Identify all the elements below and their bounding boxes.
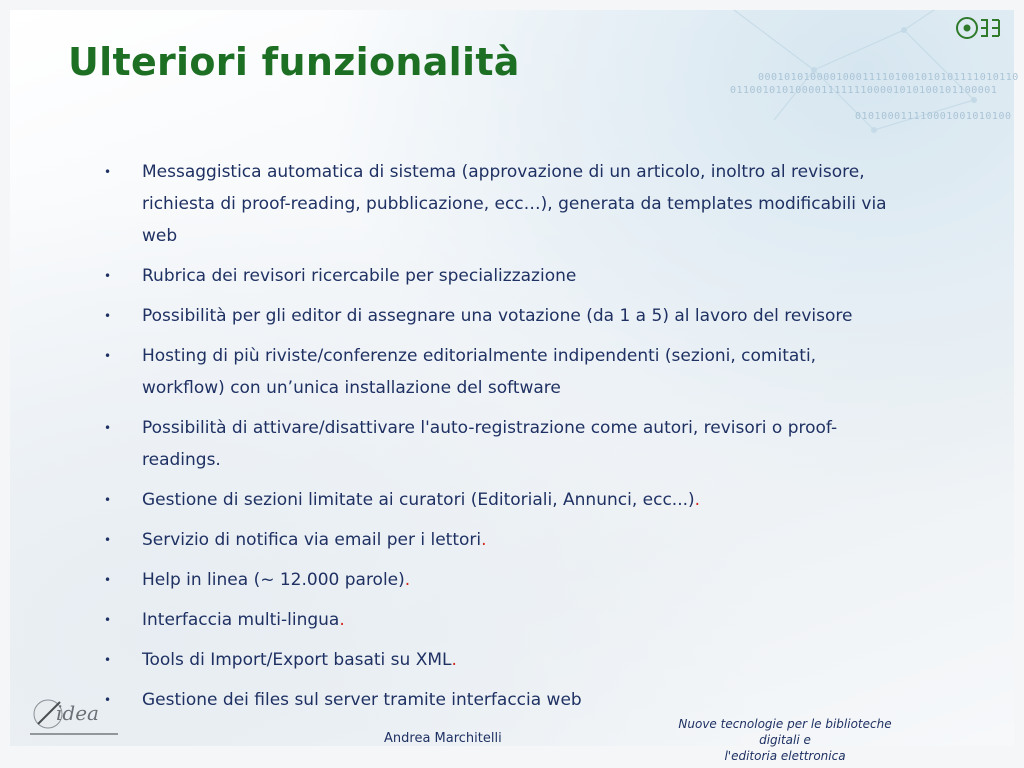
binary-decoration-3: 010100011110001001010100 <box>855 111 1012 122</box>
list-item-suffix: . <box>694 490 701 510</box>
list-item-suffix: . <box>404 570 411 590</box>
list-item-text: Rubrica dei revisori ricercabile per specializzazione <box>142 266 577 286</box>
list-item-text: Possibilità di attivare/disattivare l'auto-registrazione come autori, revisori o proof-readings. <box>142 418 838 470</box>
bullet-icon: • <box>104 573 112 587</box>
list-item <box>104 684 904 716</box>
binary-decoration-1: 0001010100001000111101001010101111010110 <box>758 72 1019 83</box>
footer-title-line-2: l'editoria elettronica <box>724 749 846 763</box>
bullet-icon: • <box>104 493 112 507</box>
list-item-text: Hosting di più riviste/conferenze editorialmente indipendenti (sezioni, comitati, workflow) con un’unica installazione del software <box>142 346 817 398</box>
list-item <box>104 604 904 636</box>
journal-logo-icon <box>956 14 1006 42</box>
list-item-text: Gestione di sezioni limitate ai curatori (Editoriali, Annunci, ecc...) <box>142 490 695 510</box>
list-item-text: Interfaccia multi-lingua <box>142 610 340 630</box>
list-item <box>104 524 904 556</box>
list-item <box>104 484 904 516</box>
binary-decoration-2: 01100101010000111111100001010100101100001 <box>730 85 998 96</box>
list-item <box>104 260 904 292</box>
list-item-text: Possibilità per gli editor di assegnare una votazione (da 1 a 5) al lavoro del revisore <box>142 306 853 326</box>
bullet-icon: • <box>104 349 112 363</box>
list-item-suffix: . <box>451 650 457 670</box>
bullet-icon: • <box>104 653 112 667</box>
footer-title <box>665 716 905 764</box>
list-item-text: Gestione dei files sul server tramite interfaccia web <box>142 690 582 710</box>
idea-logo <box>30 690 120 736</box>
feature-list <box>104 156 904 724</box>
bullet-icon: • <box>104 533 112 547</box>
footer-author: Andrea Marchitelli <box>384 731 502 746</box>
list-item <box>104 340 904 404</box>
slide <box>10 10 1019 763</box>
list-item <box>104 644 904 676</box>
footer-title-line-1: Nuove tecnologie per le biblioteche digitali e <box>678 717 892 747</box>
bullet-icon: • <box>104 269 112 283</box>
list-item-suffix: . <box>339 610 345 630</box>
list-item-text: Servizio di notifica via email per i lettori <box>142 530 482 550</box>
bullet-icon: • <box>104 613 112 627</box>
bullet-icon: • <box>104 693 112 707</box>
bullet-icon: • <box>104 421 112 435</box>
idea-logo-text: idea <box>56 701 99 725</box>
slide-title: Ulteriori funzionalità <box>68 40 520 84</box>
list-item <box>104 564 904 596</box>
list-item <box>104 300 904 332</box>
list-item-text: Help in linea (~ 12.000 parole) <box>142 570 405 590</box>
list-item <box>104 412 904 476</box>
list-item-text: Messaggistica automatica di sistema (approvazione di un articolo, inoltro al revisore, richiesta di proof-reading, pubblicazione, ecc…), generata da templates modificabili via web <box>142 162 887 246</box>
bullet-icon: • <box>104 165 112 179</box>
list-item <box>104 156 904 252</box>
list-item-text: Tools di Import/Export basati su XML <box>142 650 452 670</box>
bullet-icon: • <box>104 309 112 323</box>
list-item-suffix: . <box>481 530 487 550</box>
